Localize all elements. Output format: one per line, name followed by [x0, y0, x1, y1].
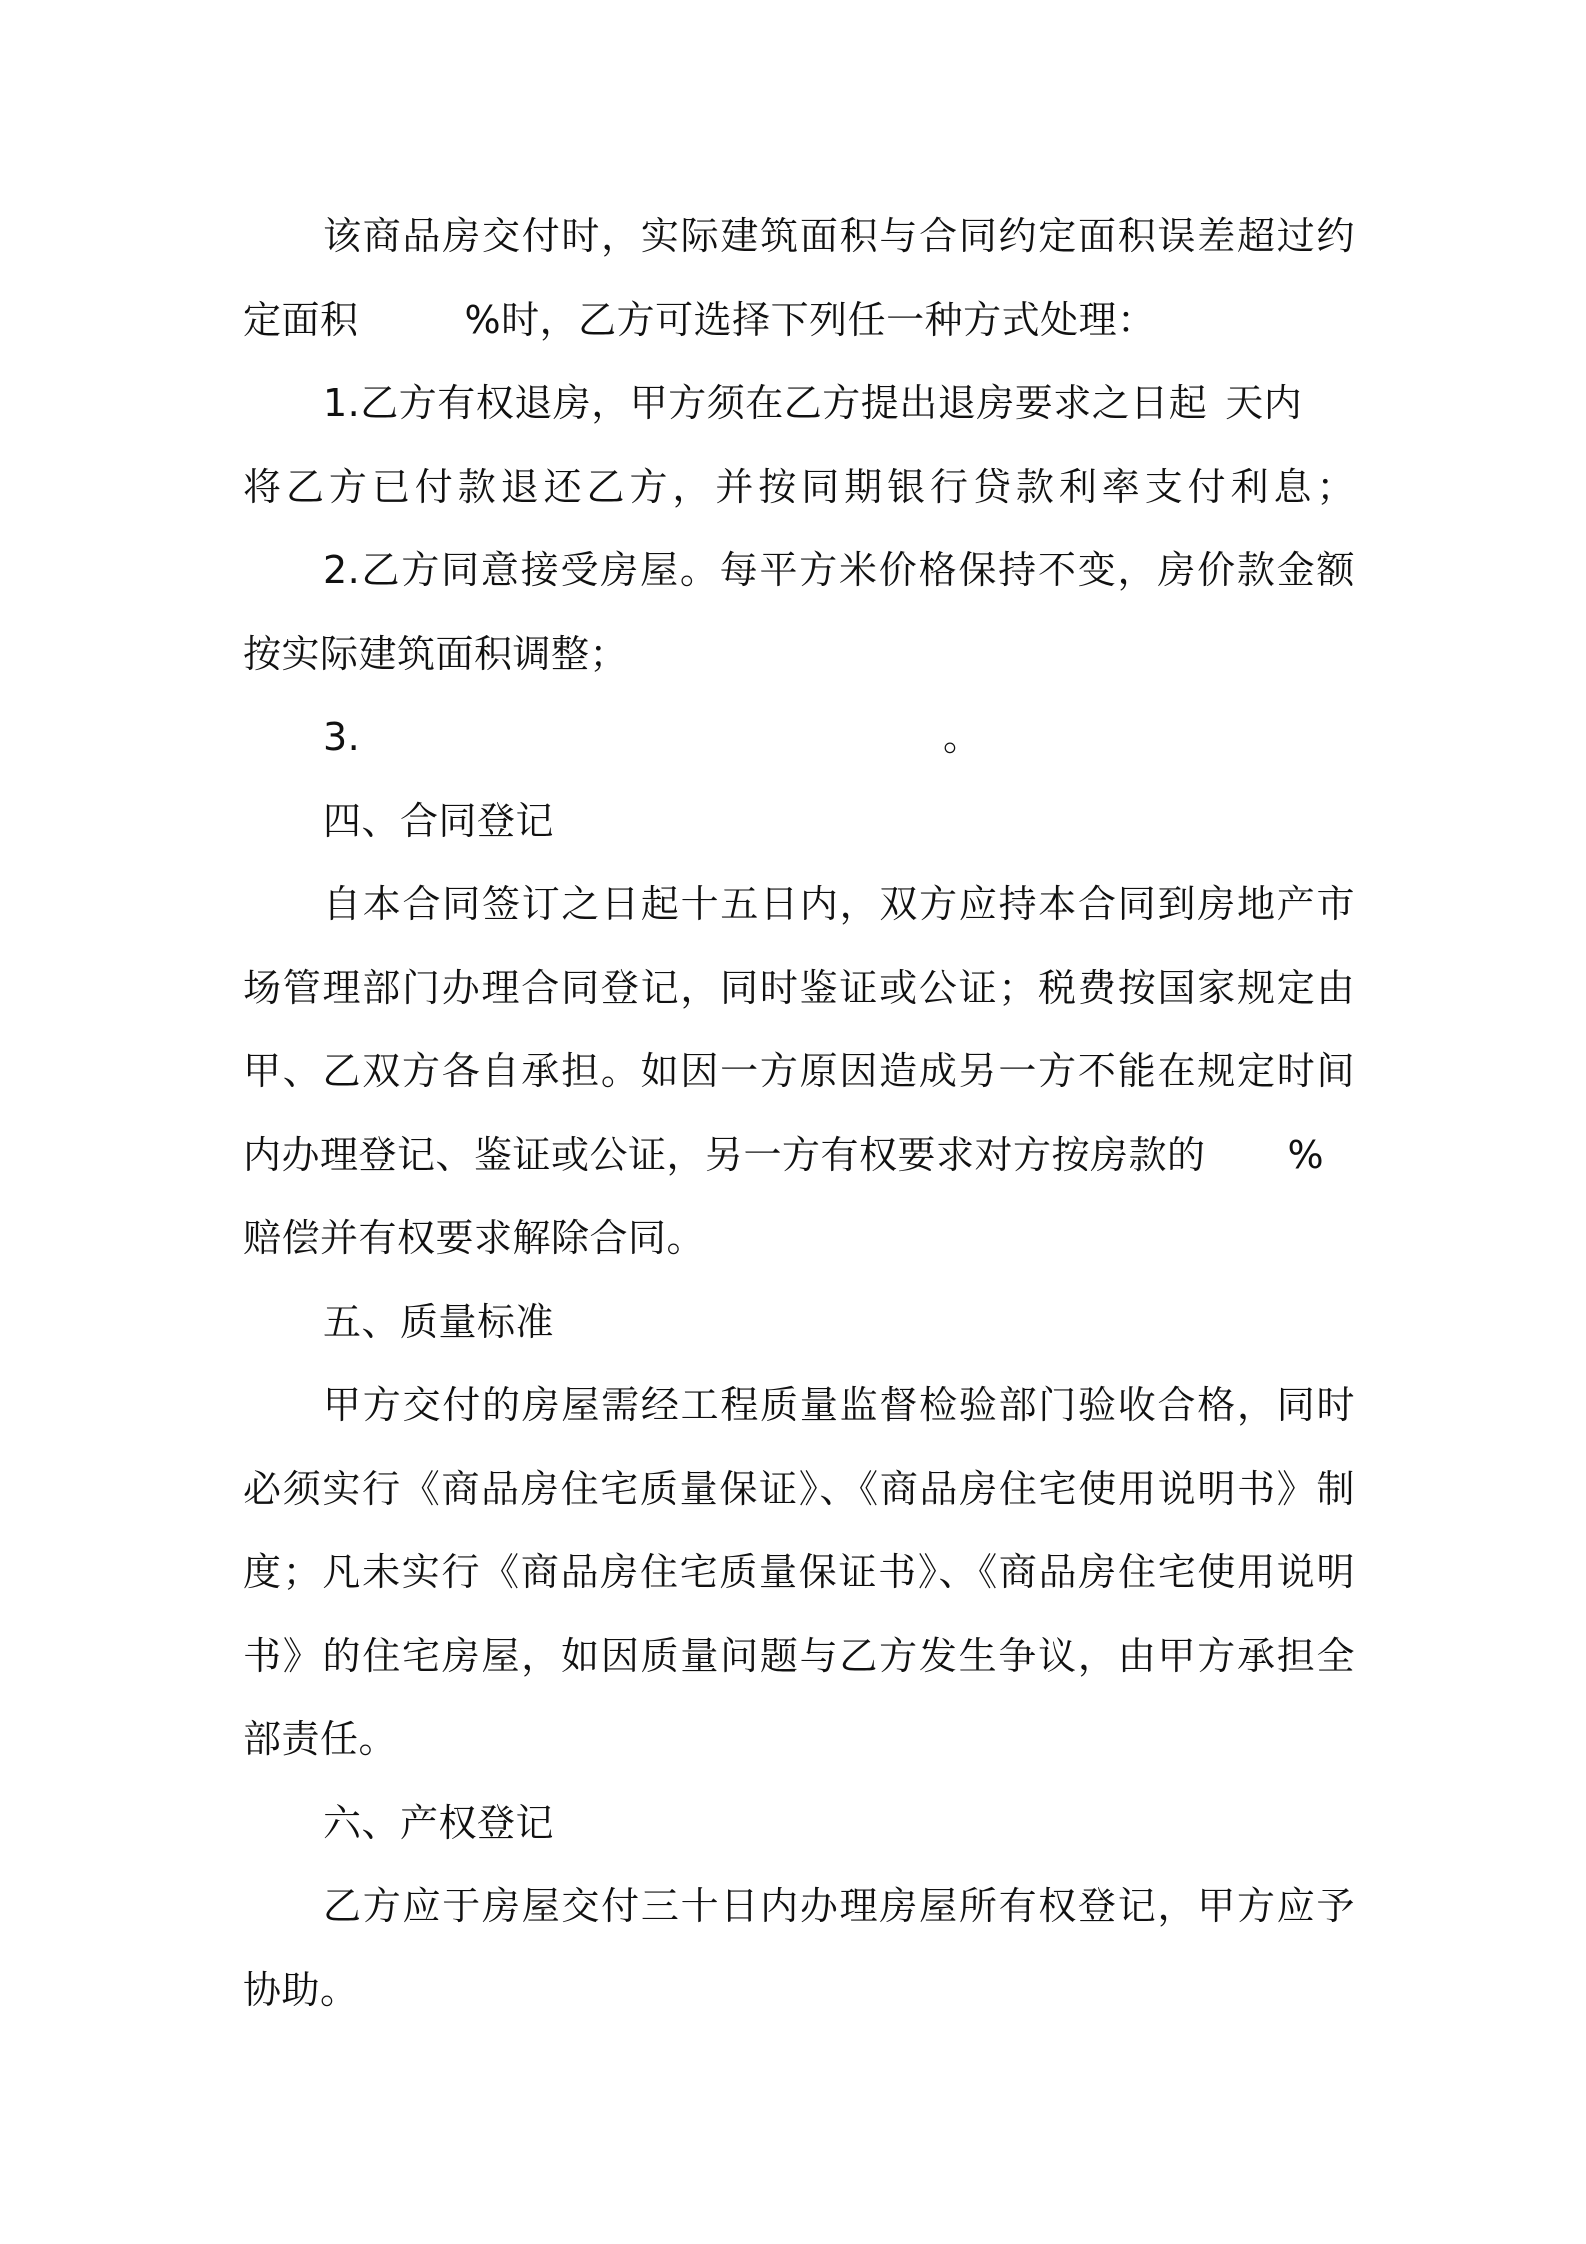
text-line: 定面积 [243, 297, 359, 342]
registration-line-2 [243, 947, 1355, 1031]
option-1-line-2 [243, 446, 1355, 530]
quality-line-3 [243, 1531, 1355, 1615]
text-line: 必须实行《商品房住宅质量保证》、《商品房住宅使用说明书》制 [243, 1466, 1355, 1511]
registration-line-1 [243, 863, 1355, 947]
text-line: 该商品房交付时，实际建筑面积与合同约定面积误差超过约 [323, 214, 1355, 258]
option-2-line-2 [243, 613, 1355, 697]
text-line: 3. [323, 715, 361, 759]
registration-line-5 [243, 1197, 1355, 1281]
section-heading: 四、合同登记 [323, 798, 555, 843]
section-heading: 六、产权登记 [323, 1800, 555, 1845]
text-line: 1.乙方有权退房，甲方须在乙方提出退房要求之日起 [323, 381, 1208, 425]
text-line: 场管理部门办理合同登记，同时鉴证或公证；税费按国家规定由 [243, 965, 1355, 1010]
heading-property-registration [243, 1782, 1355, 1866]
contract-text [243, 195, 1355, 2032]
heading-contract-registration [243, 780, 1355, 864]
text-line: 天内 [1225, 381, 1303, 425]
text-line: 按实际建筑面积调整； [243, 631, 629, 676]
text-line: 2.乙方同意接受房屋。每平方米价格保持不变，房价款金额 [323, 548, 1355, 592]
text-line: 甲、乙双方各自承担。如因一方原因造成另一方不能在规定时间 [243, 1049, 1355, 1093]
registration-line-4 [243, 1114, 1355, 1198]
section-heading: 五、质量标准 [323, 1299, 555, 1344]
quality-line-1 [243, 1364, 1355, 1448]
option-3-line [243, 696, 1355, 780]
paragraph-area-error-line-2 [243, 279, 1355, 363]
text-line: 自本合同签订之日起十五日内，双方应持本合同到房地产市 [323, 882, 1355, 926]
text-line: %时，乙方可选择下列任一种方式处理： [464, 297, 1156, 342]
heading-quality-standard [243, 1281, 1355, 1365]
text-line: 部责任。 [243, 1717, 398, 1761]
text-line: 乙方应于房屋交付三十日内办理房屋所有权登记，甲方应予 [323, 1884, 1355, 1928]
text-line: 赔偿并有权要求解除合同。 [243, 1216, 706, 1260]
text-line: 内办理登记、鉴证或公证，另一方有权要求对方按房款的 [243, 1132, 1206, 1177]
text-line: 。 [943, 715, 982, 759]
quality-line-2 [243, 1448, 1355, 1532]
text-line: % [1287, 1132, 1325, 1177]
option-2-line-1 [243, 529, 1355, 613]
paragraph-area-error-line-1 [243, 195, 1355, 279]
registration-line-3 [243, 1030, 1355, 1114]
text-line: 书》的住宅房屋，如因质量问题与乙方发生争议，由甲方承担全 [243, 1633, 1355, 1678]
option-1-line-1 [243, 362, 1355, 446]
quality-line-4 [243, 1615, 1355, 1699]
text-line: 协助。 [243, 1967, 359, 2012]
text-line: 甲方交付的房屋需经工程质量监督检验部门验收合格，同时 [323, 1383, 1355, 1427]
text-line: 将乙方已付款退还乙方，并按同期银行贷款利率支付利息； [243, 464, 1355, 509]
property-line-1 [243, 1865, 1355, 1949]
text-line: 度；凡未实行《商品房住宅质量保证书》、《商品房住宅使用说明 [243, 1550, 1355, 1594]
property-line-2 [243, 1949, 1355, 2033]
quality-line-5 [243, 1698, 1355, 1782]
